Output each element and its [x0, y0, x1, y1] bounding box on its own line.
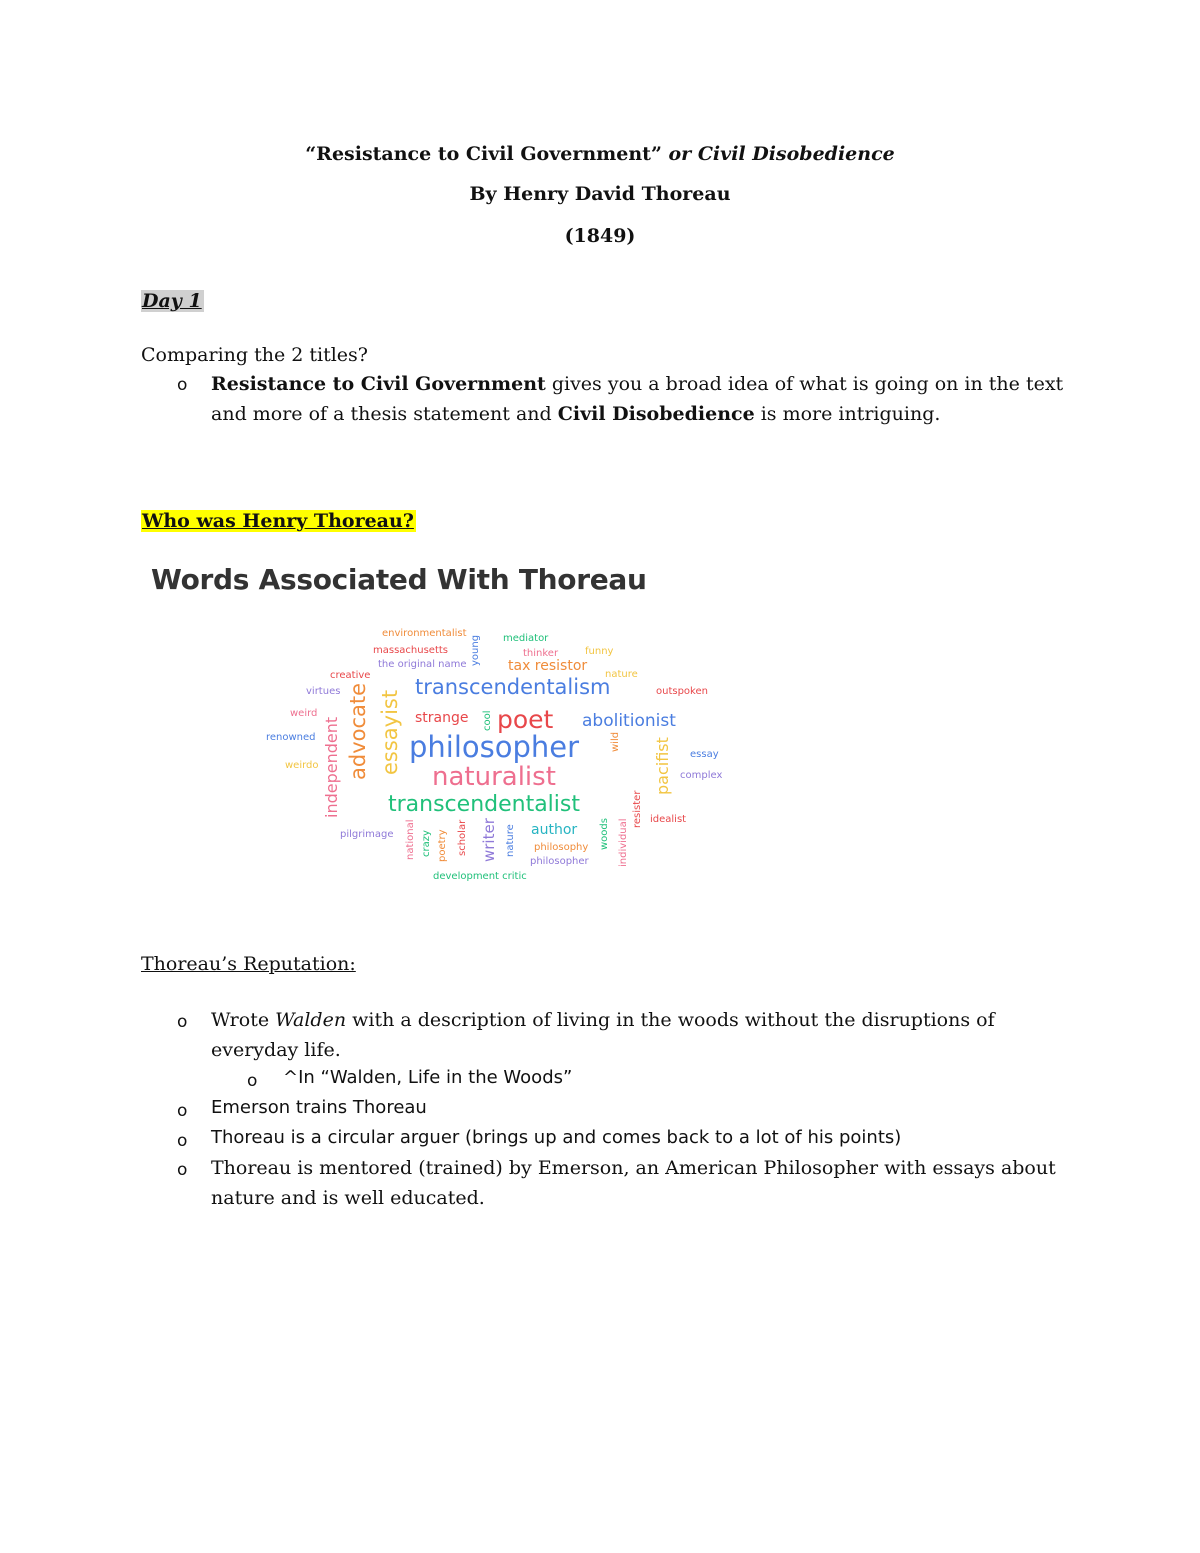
wc-word: scholar: [457, 819, 468, 856]
reputation-item-3: Thoreau is a circular arguer (brings up and comes back to a lot of his points): [211, 1127, 902, 1148]
wc-word: nature: [605, 669, 638, 680]
day1-question: Comparing the 2 titles?: [141, 344, 368, 366]
wc-word: philosopher: [530, 856, 589, 867]
bullet-marker: o: [177, 1131, 188, 1151]
reputation-subitem: ^In “Walden, Life in the Woods”: [283, 1067, 573, 1088]
title-or: or: [661, 143, 698, 165]
wc-word: national: [405, 819, 416, 860]
answer-text-3: is more intriguing.: [754, 403, 941, 425]
who-heading: Who was Henry Thoreau?: [142, 510, 414, 532]
bullet-marker: o: [177, 1160, 188, 1180]
wc-word: young: [470, 634, 481, 666]
item1-text-b: with a description of living in the woods without the disruptions of: [346, 1009, 995, 1031]
wc-word: weird: [290, 708, 318, 719]
item1-line2: everyday life.: [211, 1039, 341, 1061]
reputation-item-2: Emerson trains Thoreau: [211, 1097, 427, 1118]
answer-bold-2: Civil Disobedience: [557, 403, 755, 425]
wc-word: poetry: [437, 829, 448, 862]
reputation-item-4: [211, 1153, 1091, 1213]
wc-word: complex: [680, 770, 723, 781]
answer-text-1: gives you a broad idea of what is going on in the text: [545, 373, 1064, 395]
answer-bold-1: Resistance to Civil Government: [211, 373, 546, 395]
title-quoted: “Resistance to Civil Government”: [305, 143, 662, 165]
wc-word: writer: [480, 818, 498, 862]
item1-text-a: Wrote: [211, 1009, 276, 1031]
wc-word: resister: [632, 790, 643, 828]
wc-word: funny: [585, 646, 614, 657]
wc-word: author: [531, 822, 578, 838]
wc-word: massachusetts: [373, 645, 449, 656]
wc-word: idealist: [650, 814, 687, 825]
year: (1849): [564, 225, 636, 247]
wc-word: outspoken: [656, 686, 708, 697]
title-alt: Civil Disobedience: [697, 143, 895, 165]
wc-word: creative: [330, 670, 371, 681]
wc-word: pacifist: [653, 737, 672, 795]
bullet-marker: o: [177, 1101, 188, 1121]
wc-word: poet: [497, 705, 554, 734]
wc-word: the original name: [378, 659, 467, 670]
wc-word: essay: [690, 749, 719, 760]
item4-line1: Thoreau is mentored (trained) by Emerson, an American Philosopher with essays about: [211, 1157, 1056, 1179]
wc-word: cool: [482, 710, 493, 731]
day1-heading: Day 1: [142, 290, 202, 312]
wc-word: independent: [322, 716, 341, 818]
wc-word: abolitionist: [582, 711, 676, 731]
wc-word: woods: [599, 818, 610, 850]
item4-line2: nature and is well educated.: [211, 1187, 485, 1209]
wc-word: tax resistor: [508, 658, 588, 674]
wc-word: strange: [415, 710, 469, 726]
wc-word: naturalist: [432, 762, 556, 792]
item1-line1: [211, 1005, 1071, 1035]
wc-word: pilgrimage: [340, 829, 394, 840]
wc-word: essayist: [378, 689, 402, 775]
bullet-marker: o: [177, 1012, 188, 1032]
wc-word: crazy: [421, 830, 432, 857]
answer-text-2: and more of a thesis statement and: [211, 403, 558, 425]
reputation-item-1: [211, 1005, 1071, 1065]
wc-word: mediator: [503, 633, 549, 644]
reputation-heading: Thoreau’s Reputation:: [141, 953, 356, 975]
wc-word: development critic: [433, 871, 527, 882]
wc-word: transcendentalist: [388, 792, 580, 817]
wc-word: philosophy: [534, 842, 589, 853]
wc-word: individual: [618, 818, 629, 867]
byline: By Henry David Thoreau: [469, 183, 731, 205]
wc-word: thinker: [523, 648, 559, 659]
wc-word: nature: [505, 824, 516, 857]
wc-word: advocate: [346, 682, 370, 780]
wc-word: environmentalist: [382, 628, 467, 639]
bullet-marker: o: [177, 375, 188, 395]
wc-word: transcendentalism: [415, 675, 611, 699]
wc-word: wild: [610, 731, 621, 752]
wc-word: renowned: [266, 732, 316, 743]
sub-bullet-marker: o: [247, 1071, 258, 1091]
word-cloud-title: Words Associated With Thoreau: [151, 563, 647, 596]
wc-word: weirdo: [285, 760, 319, 771]
wc-word: philosopher: [409, 730, 580, 764]
wc-word: virtues: [306, 686, 341, 697]
item1-walden: Walden: [275, 1009, 347, 1031]
